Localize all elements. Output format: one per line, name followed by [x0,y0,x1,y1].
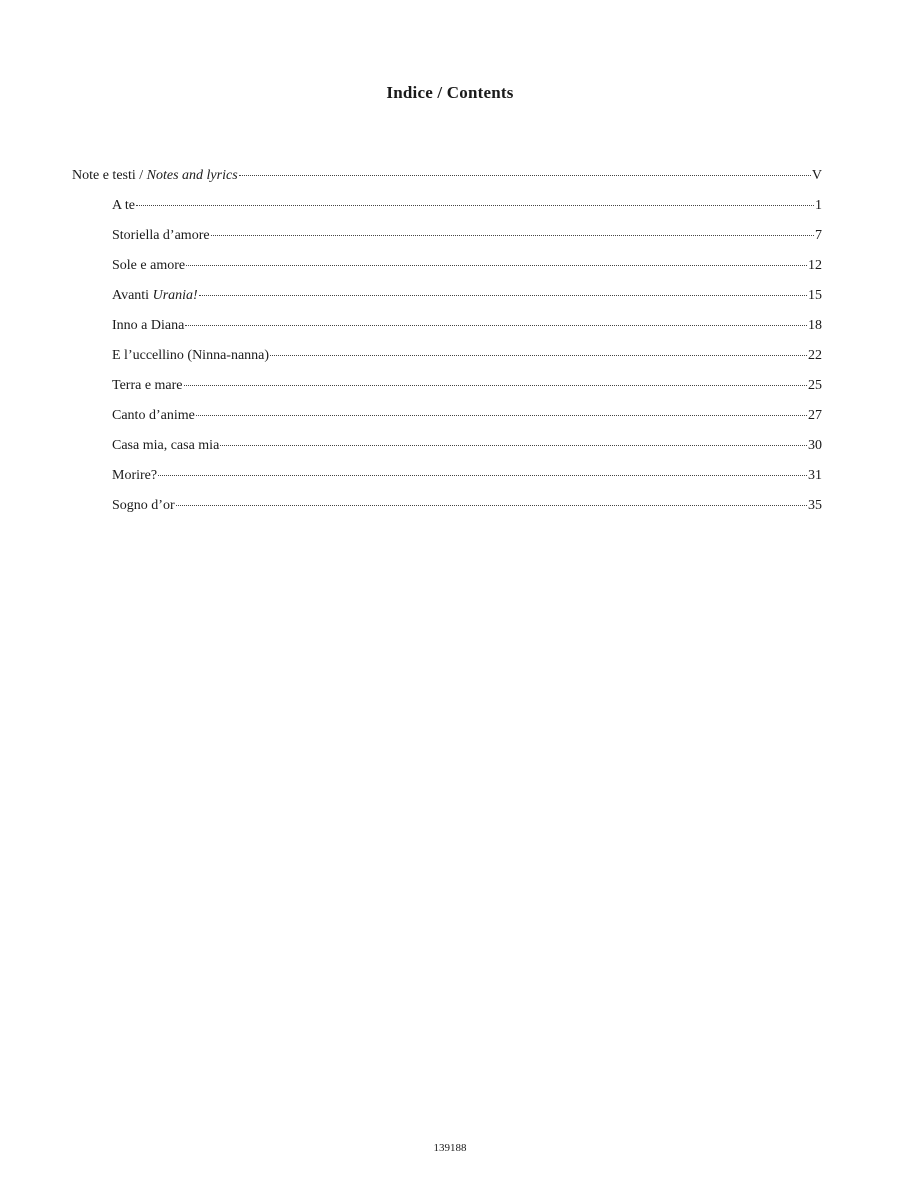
toc-entry[interactable] [72,438,822,468]
dot-leader [211,235,814,236]
toc-entry-page-number: 12 [808,258,822,273]
dot-leader [158,475,807,476]
toc-entry-title: Casa mia, casa mia [112,438,220,453]
toc-entry[interactable] [72,318,822,348]
toc-entry-title: E l’uccellino (Ninna-nanna) [112,348,270,363]
dot-leader [185,325,807,326]
toc-entry[interactable] [72,228,822,258]
toc-entry[interactable] [72,498,822,528]
footer-catalog-number: 139188 [433,1142,467,1154]
toc-entry[interactable] [72,288,822,318]
toc-entry-title: Morire? [112,468,158,483]
toc-entry-page-number: 25 [808,378,822,393]
dot-leader [196,415,807,416]
toc-entry-page-number: 7 [815,228,822,243]
toc-entry-notes-and-lyrics[interactable] [72,168,822,198]
toc-entry[interactable] [72,198,822,228]
toc-entry-title: Avanti Urania! [112,288,198,303]
toc-entry[interactable] [72,468,822,498]
toc-entry-title: Note e testi / Notes and lyrics [72,168,238,183]
toc-entry[interactable] [72,348,822,378]
table-of-contents [72,168,822,528]
toc-entry-page-number: 27 [808,408,822,423]
toc-entry-title: Sogno d’or [112,498,175,513]
toc-entry-page-number: 35 [808,498,822,513]
dot-leader [270,355,807,356]
toc-entry[interactable] [72,378,822,408]
toc-entry-page-number: 1 [815,198,822,213]
toc-entry-title: Storiella d’amore [112,228,210,243]
toc-entry-page-number: 15 [808,288,822,303]
toc-entry-page-number: 18 [808,318,822,333]
dot-leader [184,385,807,386]
toc-entry-title: Inno a Diana [112,318,185,333]
dot-leader [136,205,814,206]
toc-entry-page-number: V [811,168,822,183]
toc-entry-page-number: 31 [808,468,822,483]
toc-entry-page-number: 30 [808,438,822,453]
dot-leader [176,505,807,506]
toc-entry-title: Canto d’anime [112,408,195,423]
toc-entry-title: Sole e amore [112,258,186,273]
toc-entry[interactable] [72,408,822,438]
dot-leader [186,265,807,266]
toc-entry-title: Terra e mare [112,378,183,393]
dot-leader [239,175,811,176]
toc-entry-page-number: 22 [808,348,822,363]
toc-entry-title: A te [112,198,135,213]
page-title: Indice / Contents [386,83,514,102]
dot-leader [220,445,807,446]
dot-leader [199,295,807,296]
toc-entry[interactable] [72,258,822,288]
